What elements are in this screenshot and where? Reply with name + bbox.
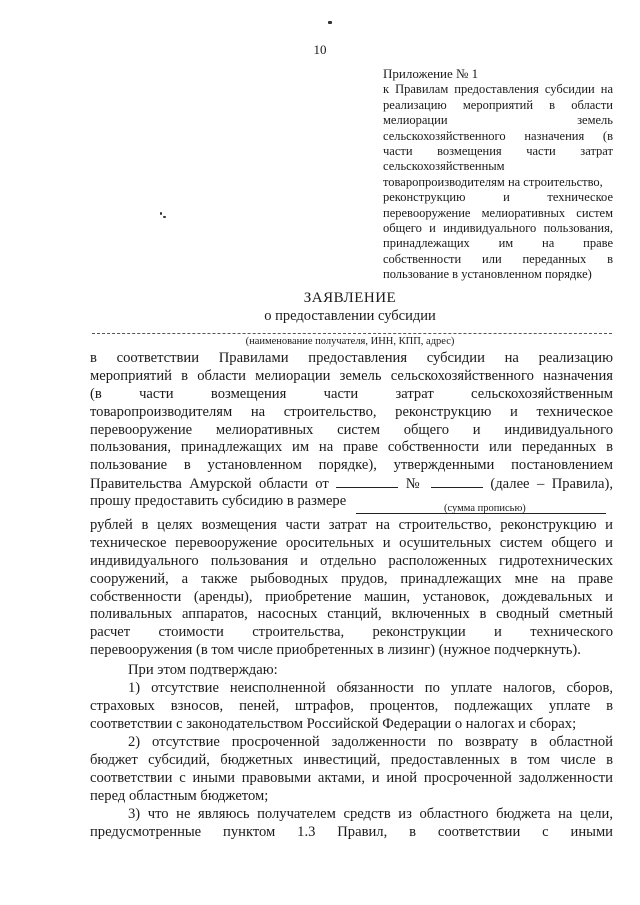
appendix-line: принадлежащих им на праве xyxy=(383,236,613,251)
scan-speck xyxy=(160,212,162,215)
appendix-line: части возмещения части затрат xyxy=(383,144,613,159)
text-fragment: (далее – Правила), xyxy=(490,476,614,493)
text-line: мероприятий в области мелиорации земель сельскохозяйственного назначения xyxy=(90,367,613,384)
document-subtitle: о предоставлении субсидии xyxy=(264,308,436,324)
appendix-line: реализацию мероприятий в области xyxy=(383,97,613,112)
text-line: бюджет субсидий, бюджетных инвестиций, предоставленных в том числе в xyxy=(90,751,613,768)
text-line: товаропроизводителям на строительство, реконструкцию и техническое xyxy=(90,403,613,420)
text-line: перед областным бюджетом; xyxy=(90,787,269,804)
text-line: перевооружения (в том числе приобретенных в лизинг) (нужное подчеркнуть). xyxy=(90,642,581,659)
text-line: соответствии с законодательством Российской Федерации о налогах и сборах; xyxy=(90,715,577,732)
text-line: сооружений, а также рыбоводных прудов, принадлежащих мне на праве xyxy=(90,570,613,587)
amount-caption: (сумма прописью) xyxy=(444,503,526,514)
text-line: перевооружение мелиоративных систем общего и индивидуального xyxy=(90,421,613,438)
text-fragment: прошу предоставить субсидию в размере xyxy=(90,493,347,510)
appendix-line: собственности или переданных в xyxy=(383,251,613,266)
appendix-line: сельскохозяйственным xyxy=(383,159,505,174)
text-line: пользования, принадлежащих им на праве собственности или переданных в xyxy=(90,439,613,456)
appendix-line: реконструкцию и техническое xyxy=(383,190,613,205)
text-line: рублей в целях возмещения части затрат на строительство, реконструкцию и xyxy=(90,517,613,533)
appendix-line: товаропроизводителям на строительство, xyxy=(383,174,603,189)
text-line: техническое перевооружение оросительных и осушительных систем общего и xyxy=(90,534,613,551)
text-line: поливальных аппаратов, насосных станций, включенных в сводный сметный xyxy=(90,606,613,623)
appendix-line: перевооружение мелиоративных систем xyxy=(383,205,613,220)
appendix-block xyxy=(383,66,613,283)
appendix-line: к Правилам предоставления субсидии на xyxy=(383,82,613,97)
confirm-intro: При этом подтверждаю: xyxy=(128,662,278,678)
text-fragment: № xyxy=(405,476,424,493)
page-number: 10 xyxy=(313,42,327,57)
appendix-line: общего и индивидуального пользования, xyxy=(383,221,613,236)
scan-speck xyxy=(163,216,166,218)
item-3 xyxy=(90,806,613,842)
item-2 xyxy=(90,734,613,806)
recipient-caption: (наименование получателя, ИНН, КПП, адрес) xyxy=(245,336,455,347)
document-title: ЗАЯВЛЕНИЕ xyxy=(303,290,397,306)
text-line: индивидуального пользования и отдельно расположенных гидротехнических xyxy=(90,552,613,569)
scan-speck xyxy=(328,21,332,24)
text-line: пользование в установленном порядке), утвержденными постановлением xyxy=(90,457,613,474)
date-blank xyxy=(336,475,398,488)
text-line: собственности (аренды), приобретение машин, установок, дождевальных и xyxy=(90,588,613,605)
number-blank xyxy=(431,475,483,488)
text-line: предусмотренные пунктом 1.3 Правил, в соответствии с иными xyxy=(90,823,613,840)
text-line: 3) что не являюсь получателем средств из областного бюджета на цели, xyxy=(128,806,613,822)
appendix-line: мелиорации земель xyxy=(383,113,613,128)
text-line: 2) отсутствие просроченной задолженности по возврату в областной xyxy=(128,734,613,750)
appendix-title: Приложение № 1 xyxy=(383,66,479,81)
paragraph-2 xyxy=(90,517,613,660)
text-line-with-blanks xyxy=(90,475,613,493)
text-line: (в части возмещения части затрат сельскохозяйственным xyxy=(90,385,613,402)
appendix-line: сельскохозяйственного назначения (в xyxy=(383,128,613,143)
item-1 xyxy=(90,680,613,734)
text-line: соответствии с иными правовыми актами, и иной просроченной задолженности xyxy=(90,769,613,786)
appendix-line: пользование в установленном порядке) xyxy=(383,267,592,282)
text-fragment: Правительства Амурской области от xyxy=(90,476,329,493)
recipient-fill-line xyxy=(92,333,612,334)
text-line: 1) отсутствие неисполненной обязанности по уплате налогов, сборов, xyxy=(128,680,613,696)
confirm-intro-block xyxy=(90,662,613,680)
paragraph-1 xyxy=(90,350,613,511)
text-line xyxy=(90,493,613,511)
text-line: расчет стоимости строительства, реконструкции и технического xyxy=(90,624,613,641)
text-line: страховых взносов, пеней, штрафов, процентов, подлежащих уплате в xyxy=(90,697,613,714)
text-line: в соответствии Правилами предоставления субсидии на реализацию xyxy=(90,350,613,366)
